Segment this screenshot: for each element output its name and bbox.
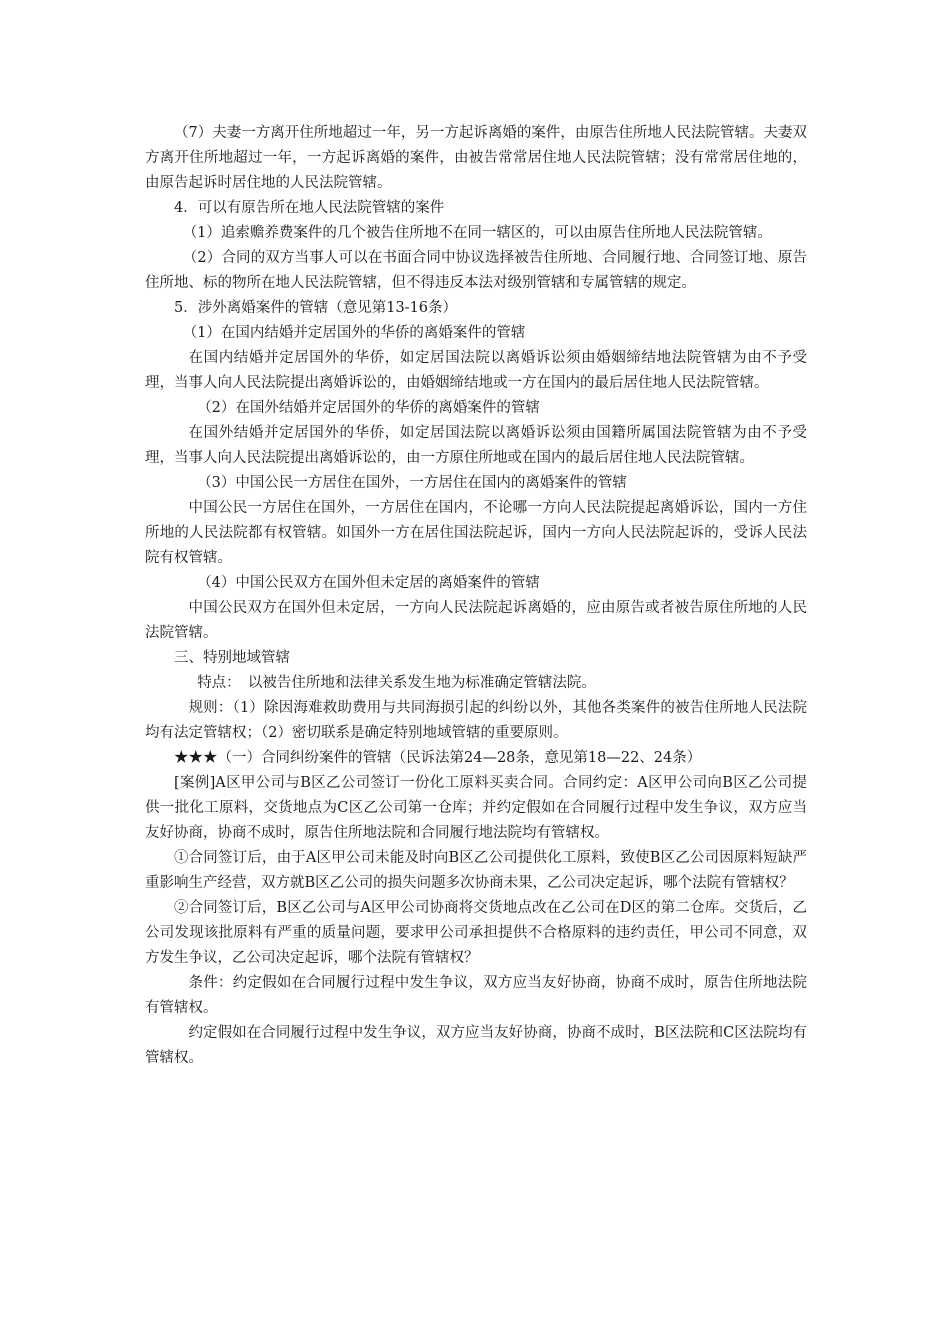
paragraph-condition-2: 约定假如在合同履行过程中发生争议，双方应当友好协商，协商不成时，B区法院和C区法院均有管辖权。 (145, 1025, 807, 1066)
paragraph-contract-agreement: （2）合同的双方当事人可以在书面合同中协议选择被告住所地、合同履行地、合同签订地、原告住所地、标的物所在地人民法院管辖，但不得违反本法对级别管辖和专属管辖的规定。 (145, 250, 807, 291)
subheading-one-abroad: （3）中国公民一方居住在国外，一方居住在国内的离婚案件的管辖 (197, 475, 627, 491)
paragraph-features: 特点： 以被告住所地和法律关系发生地为标准确定管辖法院。 (197, 675, 596, 691)
paragraph-married-abroad: 在国外结婚并定居国外的华侨，如定居国法院以离婚诉讼须由国籍所属国法院管辖为由不予受理，当事人向人民法院提出离婚诉讼的，由一方原住所地或在国内的最后居住地人民法院管辖。 (145, 425, 807, 466)
paragraph-one-abroad: 中国公民一方居住在国外，一方居住在国内，不论哪一方向人民法院提起离婚诉讼，国内一方住所地的人民法院都有权管辖。如国外一方在居住国法院起诉，国内一方向人民法院起诉的，受诉人民法院有权管辖。 (145, 500, 807, 566)
heading-5-foreign-divorce: 5．涉外离婚案件的管辖（意见第13-16条） (174, 300, 458, 316)
paragraph-both-abroad: 中国公民双方在国外但未定居，一方向人民法院起诉离婚的，应由原告或者被告原住所地的人民法院管辖。 (145, 600, 807, 641)
paragraph-condition-1: 条件：约定假如在合同履行过程中发生争议，双方应当友好协商，协商不成时，原告住所地法院有管辖权。 (145, 975, 807, 1016)
heading-contract-disputes: ★★★（一）合同纠纷案件的管辖（民诉法第24—28条，意见第18—22、24条） (174, 750, 702, 766)
paragraph-case: [案例]A区甲公司与B区乙公司签订一份化工原料买卖合同。合同约定：A区甲公司向B区乙公司提供一批化工原料，交货地点为C区乙公司第一仓库；并约定假如在合同履行过程中发生争议，双方应当友好协商，协商不成时，原告住所地法院和合同履行地法院均有管辖权。 (145, 775, 807, 841)
heading-4-plaintiff-jurisdiction: 4．可以有原告所在地人民法院管辖的案件 (174, 200, 445, 216)
paragraph-question-2: ②合同签订后，B区乙公司与A区甲公司协商将交货地点改在乙公司在D区的第二仓库。交货后，乙公司发现该批原料有严重的质量问题，要求甲公司承担提供不合格原料的违约责任，甲公司不同意，双方发生争议，乙公司决定起诉，哪个法院有管辖权？ (145, 900, 807, 966)
subheading-married-domestic: （1）在国内结婚并定居国外的华侨的离婚案件的管辖 (182, 325, 526, 341)
paragraph-rules: 规则：（1）除因海难救助费用与共同海损引起的纠纷以外，其他各类案件的被告住所地人民法院均有法定管辖权；（2）密切联系是确定特别地域管辖的重要原则。 (145, 700, 807, 741)
paragraph-question-1: ①合同签订后，由于A区甲公司未能及时向B区乙公司提供化工原料，致使B区乙公司因原料短缺严重影响生产经营，双方就B区乙公司的损失问题多次协商未果，乙公司决定起诉，哪个法院有管辖权？ (145, 850, 807, 891)
document-body (145, 121, 807, 1071)
subheading-both-abroad: （4）中国公民双方在国外但未定居的离婚案件的管辖 (197, 575, 540, 591)
paragraph-support-claim: （1）追索赡养费案件的几个被告住所地不在同一辖区的，可以由原告住所地人民法院管辖。 (182, 225, 772, 241)
paragraph-7-divorce-left-residence: （7）夫妻一方离开住所地超过一年，另一方起诉离婚的案件，由原告住所地人民法院管辖。夫妻双方离开住所地超过一年，一方起诉离婚的案件，由被告常常居住地人民法院管辖；没有常常居住地的，由原告起诉时居住地的人民法院管辖。 (145, 125, 807, 191)
paragraph-married-domestic: 在国内结婚并定居国外的华侨，如定居国法院以离婚诉讼须由婚姻缔结地法院管辖为由不予受理，当事人向人民法院提出离婚诉讼的，由婚姻缔结地或一方在国内的最后居住地人民法院管辖。 (145, 350, 807, 391)
subheading-married-abroad: （2）在国外结婚并定居国外的华侨的离婚案件的管辖 (197, 400, 540, 416)
heading-special-territorial: 三、特别地域管辖 (174, 650, 290, 666)
